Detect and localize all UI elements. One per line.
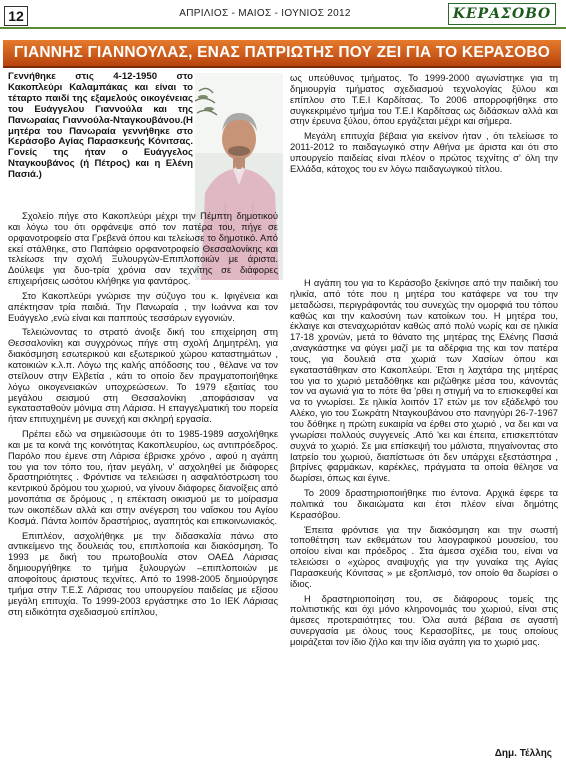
- paragraph: Έπειτα φρόντισε για την διακόσμηση και την σωστή τοποθέτηση των εκθεμάτων του λαογραφικού μουσείου, του οποίου είναι και πρόεδρος . Στα άμεσα σχέδια του, είναι να τελειώσει ο «χώρος αναψυχής για την γυναίκα της Αγίας Παρασκευής Κόνιτσας » με εξοπλισμό, τον οποίο θα δωρίσει ο ίδιος.: [290, 523, 558, 589]
- article-title: ΓΙΑΝΝΗΣ ΓΙΑΝΝΟΥΛΑΣ, ΕΝΑΣ ΠΑΤΡΙΩΤΗΣ ΠΟΥ ΖΕΙ ΓΙΑ ΤΟ ΚΕΡΑΣΟΒΟ: [13, 44, 551, 61]
- paragraph: Το 2009 δραστηριοποιήθηκε πιο έντονα. Αρχικά έφερε τα πολιτικά του δικαιώματα και έτσι πλέον είναι δημότης Κερασόβου.: [290, 487, 558, 520]
- column-2: [290, 73, 558, 179]
- paragraph: Στο Κακοπλεύρι γνώρισε την σύζυγο του κ. Ιφιγένεια και απέκτησαν τρία παιδιά. Την Πανωραία , την Ιωάννα και τον Ευάγγελο ,ενώ είναι και παππούς τεσσάρων εγγονιών.: [8, 289, 278, 323]
- paragraph: Η αγάπη του για το Κεράσοβο ξεκίνησε από την παιδική του ηλικία, από τότε που η μητέρα του κατάφερε να του την μεταδώσει, περιγράφοντάς του συνεχώς την ομορφιά του τόπου καθώς και την καλοσύνη των κατοίκων του. Η μητέρα του, έκλαιγε και στεναχωριόταν καθώς από πολύ νωρίς και σε ηλικία 17-18 χρονών, μετά το θάνατο της μητέρας της Ελένης Πασιά ,αναγκάστηκε να φύγει μαζί με τα αδέρφια της και τον πατέρα τους, για δουλειά στα χωριά των Χασίων όπου και εγκαταστάθηκαν στο Κακοπλεύρι. Έτσι η λαχτάρα της μητέρας του για το χωριό μεταδόθηκε και ριζώθηκε μέσα του, κάνοντάς τον να αγωνιά για το πότε θα 'ρθει η στιγμή να το επισκεφθεί και να το γνωρίσει. Σε ηλικία λοιπόν 17 ετών με τον εξάδελφό του Αλέκο, γιο του Σωκράτη Νταγκουβάνου στο πανηγύρι 26-7-1967 του δόθηκε η πρώτη ευκαιρία να έρθει στο χωριό , να δει και να γνωρίσει πολλούς συγγενείς .Από 'κει και έπειτα, επισκεπτόταν συχνά το χωριό. Σε μια επίσκεψή του μάλιστα, πηγαίνοντας στο Ιατρείο του χωριού, διαπίστωσε ότι δεν υπάρχει εξεστάστηρα , βιτρίνες φαρμάκων, καρέκλες, πράγματα τα οποία θέλησε να δωρίσει, όπως και έγινε.: [290, 277, 558, 484]
- column-1: [8, 211, 278, 621]
- paragraph: Επιπλέον, ασχολήθηκε με την διδασκαλία πάνω στο αντικείμενο της δουλειάς του, επιπλοποιία και διακόσμηση. Το 1993 με δική του πρωτοβουλία στον ΟΑΕΔ Λάρισας δημιουργήθηκε το τμήμα ξυλουργών –επιπλοποιών με αποφοίτους άριστους τεχνίτες. Από το 1998-2005 δημιούργησε τμήμα στην Τ.Ε.Σ Λάρισας του υπουργείου παιδείας με εξίσου μεγάλη επιτυχία. Το 1999-2003 εργάστηκε στο 1ο ΙΕΚ Λάρισας στη ειδικότητα σχεδιασμού επίπλου,: [8, 529, 278, 617]
- paragraph: Η δραστηριοποίηση του, σε διάφορους τομείς της πολιτιστικής και όχι μόνο κληρονομιάς του χωριού, είναι στις άμεσες προτεραιότητες του. Όλα αυτά βέβαια σε αγαστή συνεργασία με όλους τους Κερασοβίτες, με τους οποίους μοιράζεται τον ίδιο ζήλο και την ίδια αγάπη για το χωριό μας.: [290, 592, 558, 647]
- masthead: ΚΕΡΑΣΟΒΟ: [448, 3, 556, 25]
- paragraph: Σχολείο πήγε στο Κακοπλεύρι μέχρι την Πέμπτη δημοτικού και λόγω του ότι ορφάνεψε από τον πατέρα του, πήγε σε ορφανοτροφείο στα Γρεβενά όπου και τελείωσε το δημοτικό. Από εκεί στάλθηκε, στο Παπάφειο ορφανοτροφείο Θεσσαλονίκης και τελείωσε την σχολή Ξυλουργών-Επιπλοποιών με άριστα. Δούλεψε για δυο-τρία χρόνια σαν τεχνίτης σε διάφορες επιχειρήσεις ωσότου κλήθηκε για φαντάρος.: [8, 210, 278, 287]
- author-signature: Δημ. Τέλλης: [494, 748, 552, 759]
- paragraph: ως υπεύθυνος τμήματος. Το 1999-2000 αγωνίστηκε για τη δημιουργία τμήματος σχεδιασμού τεχνολογίας ξύλου και επίπλου στο Τ.Ε.Ι Καρδίτσας. Το 2006 απορροφήθηκε στο συγκεκριμένο τμήμα του Τ.Ε.Ι Καρδίτσας ως διδάσκων αλλά και στην έρευνα ξύλου, όπου εργάζεται μέχρι και σήμερα.: [290, 72, 558, 127]
- page-number: 12: [4, 6, 28, 26]
- page-header: [0, 0, 566, 28]
- paragraph: Τελειώνοντας το στρατό άνοιξε δική του επιχείρηση στη Θεσσαλονίκη και συγχρόνως πήγε στη σχολή Δημητρέλη, για διακόσμηση εσωτερικού και εξωτερικού χώρου καταστημάτων , κατοικιών κ.λ.π. Λόγω της καλής απόδοσης του , θέλανε να τον στείλουν στην Ελβετία , κάτι το οποίο δεν πραγματοποιήθηκε λόγω οικογενειακών υποχρεώσεων. Το 1979 εξαιτίας του μεγάλου σεισμού στη Θεσσαλονίκη ,αποφάσισαν να εγκατασταθούν μόνιμα στη Λάρισα. Η επαγγελματική του πορεία ήταν επιτυχημένη με συνεχή και σκληρή εργασία.: [8, 326, 278, 425]
- column-3: [290, 278, 558, 652]
- paragraph: Μεγάλη επιτυχία βέβαια για εκείνον ήταν , ότι τελείωσε το 2011-2012 το παιδαγωγικό στην Αθήνα με άριστα και ότι στο υπουργείο παιδείας είναι πλέον ο πρώτος τεχνίτης σ' όλη την Ελλάδα, κάτοχος του εν λόγω παιδαγωγικού τίτλου.: [290, 130, 558, 174]
- title-bar: [3, 40, 561, 68]
- issue-date: ΑΠΡΙΛΙΟΣ - ΜΑΙΟΣ - ΙΟΥΝΙΟΣ 2012: [179, 8, 351, 19]
- intro-paragraph: Γεννήθηκε στις 4-12-1950 στο Κακοπλεύρι Καλαμπάκας και είναι το τέταρτο παιδί της εξαμελούς οικογένειας του Ευάγγελου Γιαννούλα και της Πανωραίας Γιαννούλα-Νταγκουβάνου.(Η μητέρα του Πανωραία γεννήθηκε στο Κεράσοβο Αγίας Παρασκευής Κόνιτσας. Γονείς της ήταν ο Ευάγγελος Νταγκουβάνος (ή Πέτρος) και η Ελένη Πασιά.): [8, 71, 193, 181]
- header-rule: [0, 27, 566, 29]
- intro-column: [8, 72, 193, 185]
- paragraph: Πρέπει εδώ να σημειώσουμε ότι το 1985-1989 ασχολήθηκε και με τα κοινά της κοινότητας Κακοπλευρίου, ως αντιπρόεδρος. Παρόλο που έμενε στη Λάρισα έβρισκε χρόνο , αφού η αγάπη του για τον τόπο του, ήταν μεγάλη, ν' ασχοληθεί με διάφορες δραστηριότητες . Φρόντισε να τελειώσει η ασφαλτόστρωση του κεντρικού δρόμου του χωριού, να γίνουν διάφορες διανοίξεις από μονοπάτια σε δρόμους , η επέκταση οικισμού με το μοίρασμα των οικοπέδων αλλά και στην ανέγερση του ναΐσκου του Αγίου Κοσμά. Πάντα λοιπόν δραστήριος, αγαπητός και επικοινωνιακός.: [8, 428, 278, 526]
